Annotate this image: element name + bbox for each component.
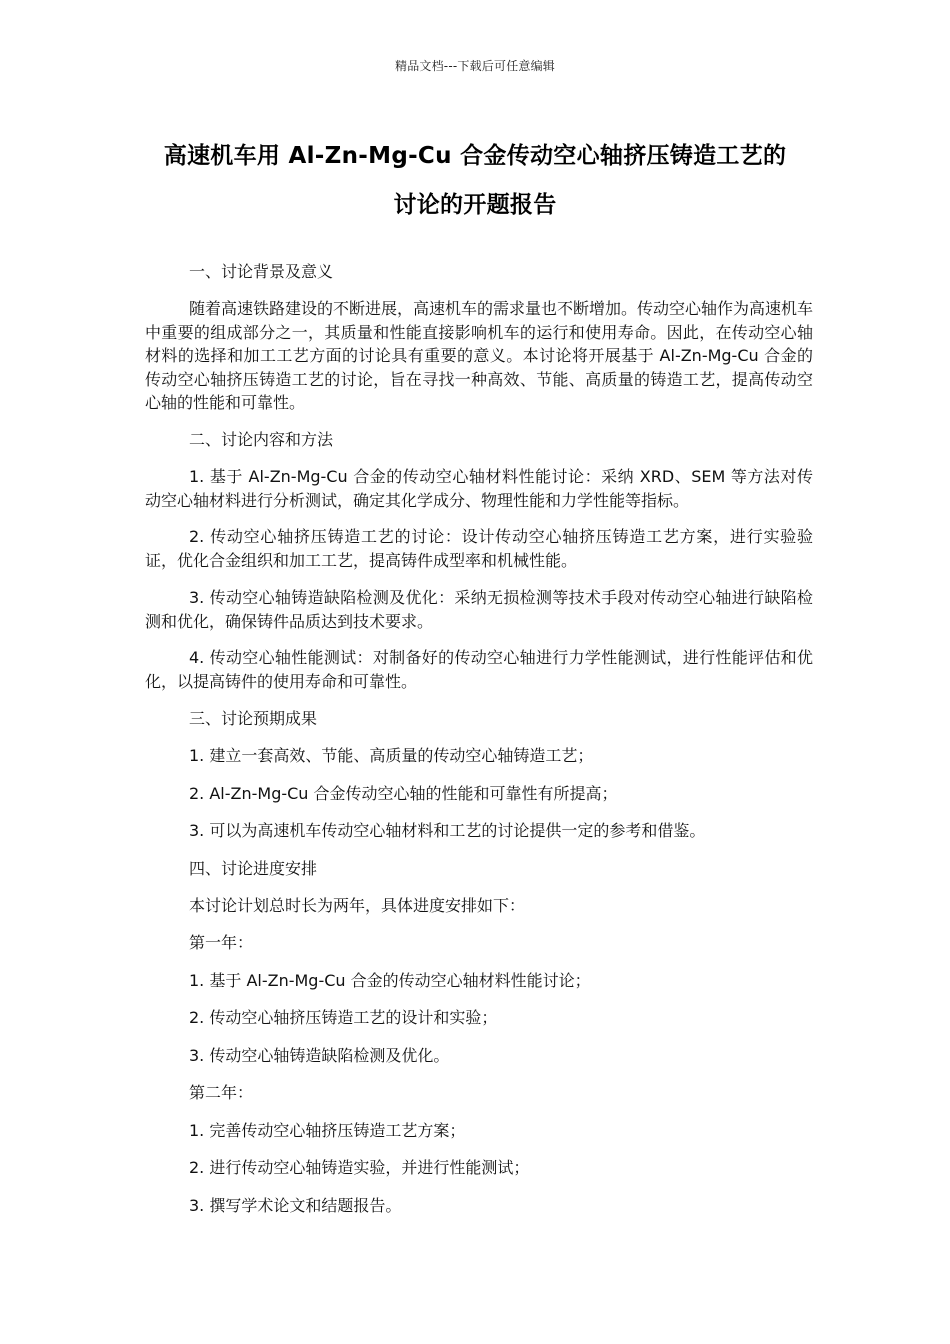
year-1-item-3: 3. 传动空心轴铸造缺陷检测及优化。 (189, 1046, 450, 1065)
method-item-text: 2. 传动空心轴挤压铸造工艺的讨论：设计传动空心轴挤压铸造工艺方案，进行实验验证，优化合金组织和加工工艺，提高铸件成型率和机械性能。 (145, 527, 813, 570)
result-item-2: 2. Al-Zn-Mg-Cu 合金传动空心轴的性能和可靠性有所提高； (189, 784, 618, 803)
section-heading-expected-results: 三、讨论预期成果 (189, 709, 318, 728)
year-2-item-2: 2. 进行传动空心轴铸造实验，并进行性能测试； (189, 1158, 530, 1177)
year-2-item-3: 3. 撰写学术论文和结题报告。 (189, 1196, 402, 1215)
method-item-4 (145, 646, 813, 693)
method-item-text: 1. 基于 Al-Zn-Mg-Cu 合金的传动空心轴材料性能讨论：采纳 XRD、SEM 等方法对传动空心轴材料进行分析测试，确定其化学成分、物理性能和力学性能等指标。 (145, 467, 813, 510)
year-2-label: 第二年： (189, 1083, 254, 1102)
year-1-item-1: 1. 基于 Al-Zn-Mg-Cu 合金的传动空心轴材料性能讨论； (189, 971, 591, 990)
section-heading-background: 一、讨论背景及意义 (189, 262, 334, 281)
document-title-line-2: 讨论的开题报告 (393, 192, 557, 218)
section-paragraph-background (145, 297, 813, 415)
year-1-item-2: 2. 传动空心轴挤压铸造工艺的设计和实验； (189, 1008, 498, 1027)
method-item-2 (145, 525, 813, 572)
section-heading-schedule: 四、讨论进度安排 (189, 859, 318, 878)
method-item-1 (145, 465, 813, 512)
year-1-label: 第一年： (189, 933, 254, 952)
result-item-3: 3. 可以为高速机车传动空心轴材料和工艺的讨论提供一定的参考和借鉴。 (189, 821, 706, 840)
result-item-1: 1. 建立一套高效、节能、高质量的传动空心轴铸造工艺； (189, 746, 594, 765)
paragraph-background-text: 随着高速铁路建设的不断进展，高速机车的需求量也不断增加。传动空心轴作为高速机车中重要的组成部分之一，其质量和性能直接影响机车的运行和使用寿命。因此，在传动空心轴材料的选择和加工工艺方面的讨论具有重要的意义。本讨论将开展基于 Al-Zn-Mg-Cu 合金的传动空心轴挤压铸造工艺的讨论，旨在寻找一种高效、节能、高质量的铸造工艺，提高传动空心轴的性能和可靠性。 (145, 299, 814, 412)
method-item-3 (145, 586, 813, 633)
section-heading-content-method: 二、讨论内容和方法 (189, 430, 334, 449)
year-2-item-1: 1. 完善传动空心轴挤压铸造工艺方案； (189, 1121, 466, 1140)
method-item-text: 3. 传动空心轴铸造缺陷检测及优化：采纳无损检测等技术手段对传动空心轴进行缺陷检测和优化，确保铸件品质达到技术要求。 (145, 588, 813, 631)
header-note: 精品文档---下载后可任意编辑 (395, 59, 555, 73)
method-item-text: 4. 传动空心轴性能测试：对制备好的传动空心轴进行力学性能测试，进行性能评估和优化，以提高铸件的使用寿命和可靠性。 (145, 648, 813, 691)
document-title-line-1: 高速机车用 Al-Zn-Mg-Cu 合金传动空心轴挤压铸造工艺的 (163, 143, 787, 169)
schedule-intro: 本讨论计划总时长为两年，具体进度安排如下： (189, 896, 526, 915)
